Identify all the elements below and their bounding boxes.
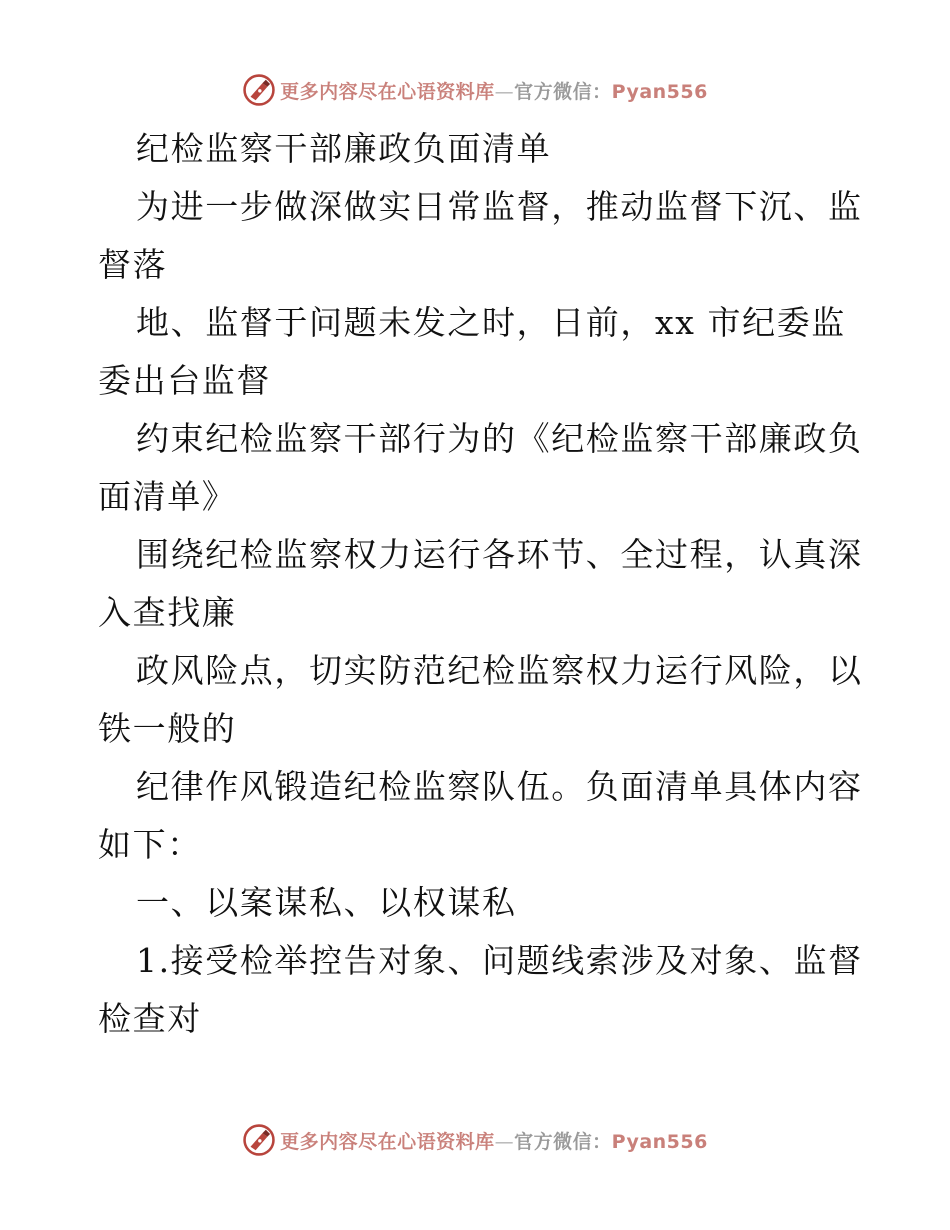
banner-wechat-id: Pyan556: [611, 1130, 708, 1153]
paragraph-line: 地、监督于问题未发之时，日前，xx 市纪委监: [136, 303, 846, 342]
list-item-line: 1.接受检举控告对象、问题线索涉及对象、监督: [136, 941, 863, 980]
paragraph-line: 如下：: [98, 825, 202, 864]
page-footer: [0, 1120, 950, 1160]
list-item-line: 检查对: [98, 999, 202, 1038]
paragraph-line: 为进一步做深做实日常监督，推动监督下沉、监: [136, 187, 863, 226]
paragraph-line: 围绕纪检监察权力运行各环节、全过程，认真深: [136, 535, 863, 574]
page-header: [0, 70, 950, 110]
paragraph-line: 委出台监督: [98, 361, 271, 400]
paragraph-line: 约束纪检监察干部行为的《纪检监察干部廉政负: [136, 419, 863, 458]
banner-title: 更多内容尽在心语资料库: [280, 80, 495, 103]
footer-banner: [242, 1123, 708, 1157]
paragraph-line: 纪律作风锻造纪检监察队伍。负面清单具体内容: [136, 767, 863, 806]
banner-title: 更多内容尽在心语资料库: [280, 1130, 495, 1153]
paragraph-line: 政风险点，切实防范纪检监察权力运行风险，以: [136, 651, 863, 690]
paragraph-line: 入查找廉: [98, 593, 237, 632]
paragraph-line: 铁一般的: [98, 709, 237, 748]
document-body: [98, 120, 863, 1048]
banner-wechat-label: 官方微信：: [514, 1130, 612, 1153]
paragraph-line: 面清单》: [98, 477, 237, 516]
banner-dash: —: [494, 1130, 515, 1153]
doc-title: 纪检监察干部廉政负面清单: [136, 129, 552, 168]
section-heading: 一、以案谋私、以权谋私: [136, 883, 517, 922]
pen-nib-logo-icon: [242, 1123, 276, 1157]
pen-nib-logo-icon: [242, 73, 276, 107]
header-banner: [242, 73, 708, 107]
paragraph-line: 督落: [98, 245, 168, 284]
banner-wechat-label: 官方微信：: [514, 80, 612, 103]
banner-dash: —: [494, 80, 515, 103]
banner-wechat-id: Pyan556: [611, 80, 708, 103]
